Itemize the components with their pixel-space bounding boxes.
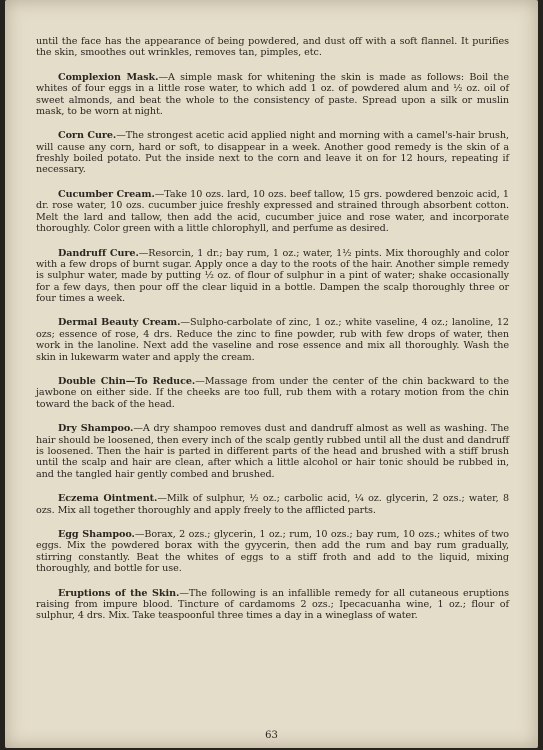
- entry-title: Egg Shampoo.: [58, 529, 135, 541]
- entry-body: —The strongest acetic acid applied night and morning with a camel's-hair brush, will cause any corn, hard or soft, to disappear in a week. Another good remedy is the skin of a freshly boiled potato. Put the inside next to the corn and leave it on for 12 hours, repeating if necessary.: [36, 130, 509, 176]
- entry-body: —A dry shampoo removes dust and dandruff almost as well as washing. The hair should be loosened, then every inch of the scalp gently rubbed until all the dust and dandruff is loosened. Then the hair is parted in different parts of the head and brushed with a stiff brush until the scalp and hair are clean, after which a little alcohol or hair tonic should be rubbed in, and the tangled hair gently combed and brushed.: [36, 423, 510, 480]
- entry-body: —The following is an infallible remedy for all cutaneous eruptions raising from impure blood. Tincture of cardamoms 2 ozs.; Ipecacuanha wine, 1 oz.; flour of sulphur, 4 drs. Mix. Take teaspoonful three times a day in a wineglass of water.: [36, 587, 509, 622]
- entry-body: —Sulpho-carbolate of zinc, 1 oz.; white vaseline, 4 oz.; lanoline, 12 ozs; essence of rose, 4 drs. Reduce the zinc to fine powder, rub with few drops of water, then work in the lanoline. Next add the vaseline and rose essence and mix all thoroughly. Wash the skin in lukewarm water and apply the cream.: [36, 317, 509, 363]
- entry-body: —Milk of sulphur, ½ oz.; carbolic acid, ¼ oz. glycerin, 2 ozs.; water, 8 ozs. Mix all together thoroughly and apply freely to the afflicted parts.: [36, 493, 510, 516]
- entry-body: —Massage from under the center of the chin backward to the jawbone on either side. If the cheeks are too full, rub them with a rotary motion from the chin toward the back of the head.: [36, 376, 509, 410]
- entry-complexion-mask: [36, 72, 509, 117]
- entry-title: Complexion Mask.: [58, 71, 159, 83]
- entry-eczema-ointment: [36, 493, 509, 516]
- page-number: 63: [265, 730, 278, 741]
- entry-title: Cucumber Cream.: [58, 189, 155, 200]
- intro-paragraph: [36, 36, 509, 59]
- entry-title: Dandruff Cure.: [58, 247, 139, 259]
- entry-double-chin: [36, 376, 509, 410]
- entry-title: Corn Cure.: [58, 130, 117, 142]
- entry-body: —Borax, 2 ozs.; glycerin, 1 oz.; rum, 10 ozs.; bay rum, 10 ozs.; whites of two eggs. Mix the powdered borax with the gyycerin, then add the rum and bay rum gradually, stirring constantly. Beat the whites of eggs to a stiff froth and add to the liquid, mixing thoroughly, and bottle for use.: [36, 529, 510, 575]
- entry-title: Dry Shampoo.: [58, 423, 134, 435]
- entry-eruptions-of-the-skin: [36, 588, 509, 622]
- entry-egg-shampoo: [36, 529, 509, 574]
- entry-title: Eruptions of the Skin.: [58, 587, 180, 599]
- entry-corn-cure: [36, 130, 509, 175]
- entry-body: —Take 10 ozs. lard, 10 ozs. beef tallow, 15 grs. powdered benzoic acid, 1 dr. rose water, 10 ozs. cucumber juice freshly expressed and strained through absorbent cotton. Melt the lard and tallow, then add the acid, cucumber juice and rose water, and incorporate thoroughly. Color green with a little chlorophyll, and perfume as desired.: [36, 189, 509, 235]
- book-page: [5, 0, 538, 748]
- entry-body: —A simple mask for whitening the skin is made as follows: Boil the whites of four eggs in a little rose water, to which add 1 oz. of powdered alum and ½ oz. oil of sweet almonds, and beat the whole to the consistency of paste. Spread upon a silk or muslin mask, to be worn at night.: [36, 71, 509, 117]
- page-text: [36, 36, 509, 635]
- entry-title: Double Chin—To Reduce.: [58, 376, 196, 388]
- entry-cucumber-cream: [36, 189, 509, 234]
- entry-title: Dermal Beauty Cream.: [58, 317, 181, 329]
- entry-body: —Resorcin, 1 dr.; bay rum, 1 oz.; water, 1½ pints. Mix thoroughly and color with a few drops of burnt sugar. Apply once a day to the roots of the hair. Another simple remedy is sulphur water, made by putting ½ oz. of flour of sulphur in a pint of water; shake occasionally for a few days, then pour off the clear liquid in a bottle. Dampen the scalp thoroughly three or four times a week.: [36, 247, 509, 304]
- intro-text: until the face has the appearance of being powdered, and dust off with a soft flannel. It purifies the skin, smoothes out wrinkles, removes tan, pimples, etc.: [36, 36, 509, 59]
- entry-title: Eczema Ointment.: [58, 493, 158, 505]
- entry-dermal-beauty-cream: [36, 317, 509, 362]
- entry-dandruff-cure: [36, 248, 509, 305]
- entry-dry-shampoo: [36, 423, 509, 480]
